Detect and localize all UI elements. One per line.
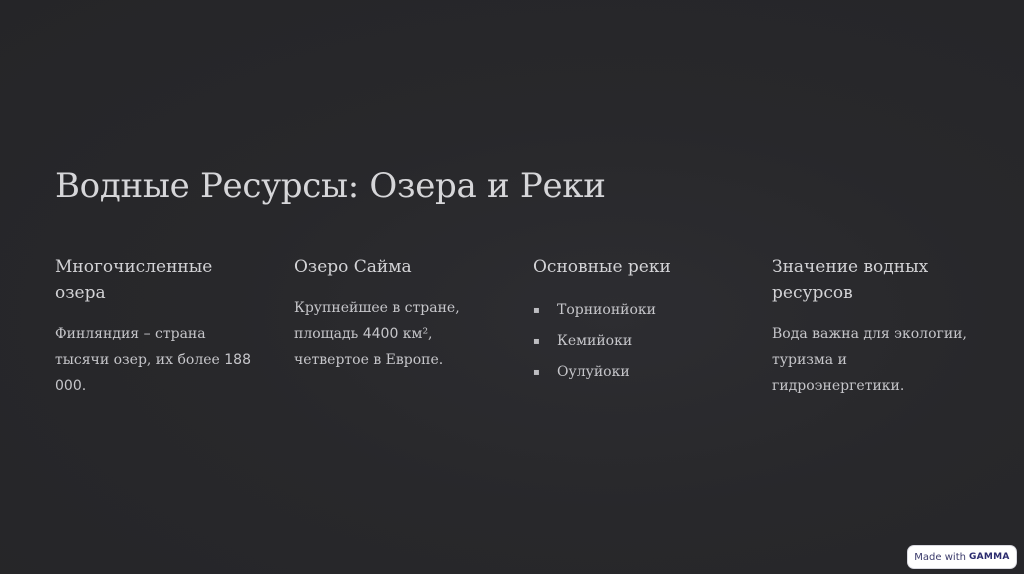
column-heading: Значение водных ресурсов [772,257,929,303]
lake-count: 188 000 [55,352,251,394]
bullet-icon: ▪ [533,367,540,378]
list-item-label: Оулуйоки [557,364,630,380]
column-saimaa [294,254,499,373]
bullet-icon: ▪ [533,305,540,316]
column-text-part: км², четвертое в Европе. [294,326,444,368]
list-item-label: Торнионйоки [557,302,656,318]
column-rivers [533,254,738,388]
bullet-icon: ▪ [533,336,540,347]
list-item [533,295,738,326]
slide-title: Водные Ресурсы: Озера и Реки [55,166,606,206]
list-item [533,326,738,357]
column-text-part: Крупнейшее в стране, площадь [294,300,460,342]
column-text: Вода важна для экологии, туризма и гидроэнергетики. [772,326,967,394]
column-text [294,295,499,373]
column-lakes [55,254,260,399]
column-heading: Основные реки [533,257,671,277]
river-list [533,295,738,388]
column-heading: Озеро Сайма [294,257,412,277]
column-text [55,321,260,399]
column-heading: Многочисленные озера [55,257,213,303]
gamma-logo: GAMMA [968,552,1010,562]
column-text-part: Финляндия – страна тысячи озер, их более [55,326,225,368]
made-with-gamma-badge[interactable] [908,546,1016,568]
list-item [533,357,738,388]
column-text-part: . [81,378,87,394]
lake-area: 4400 [362,326,399,342]
badge-prefix: Made with [914,551,966,563]
column-importance [772,254,977,399]
list-item-label: Кемийоки [557,333,633,349]
